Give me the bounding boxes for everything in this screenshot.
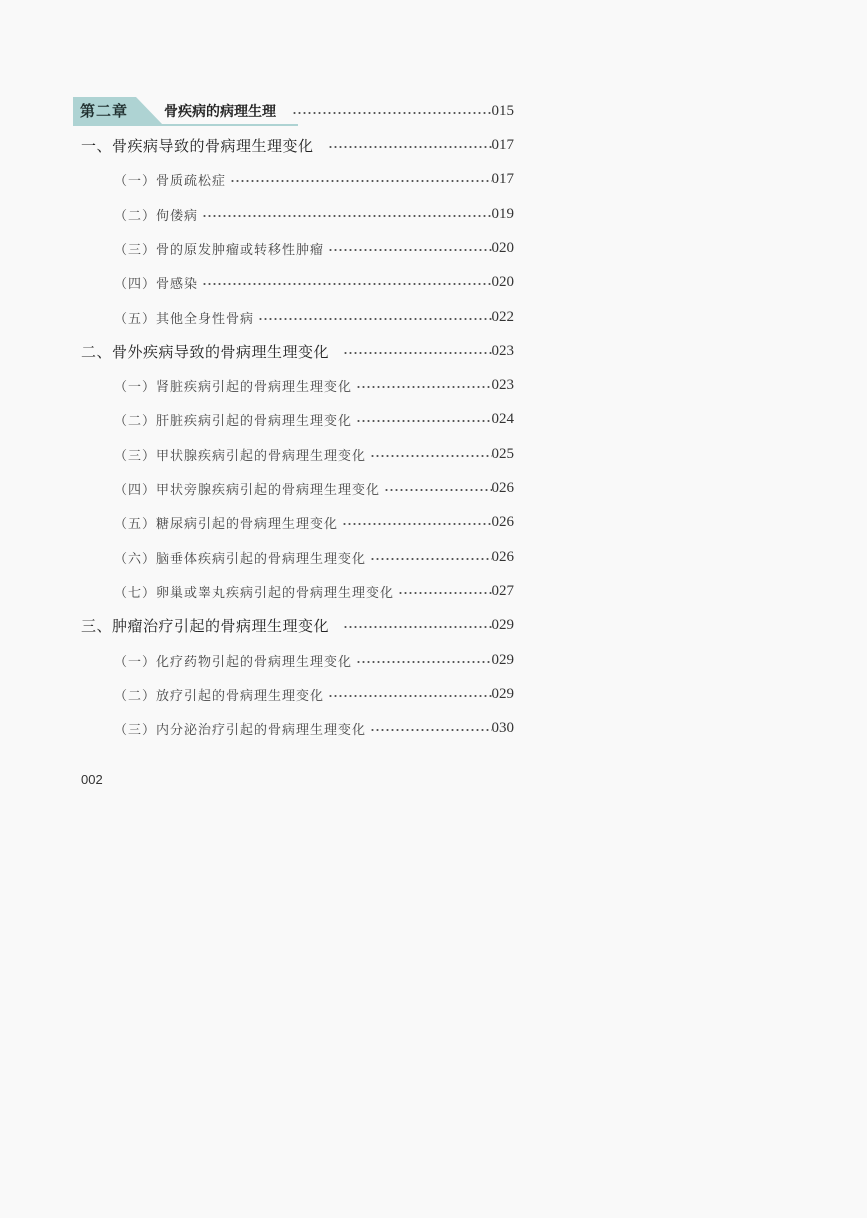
entry-page-number: 020 [491,273,514,290]
entry-page-number: 022 [491,308,514,325]
toc-subsection-entry[interactable] [114,407,514,431]
dot-leader [398,592,491,594]
toc-subsection-entry[interactable] [114,270,514,294]
entry-page-number: 030 [491,719,514,736]
chapter-page-number: 015 [491,102,514,119]
entry-page-number: 029 [491,685,514,702]
dot-leader [328,695,491,697]
dot-leader [356,386,491,388]
entry-title: 一、骨疾病导致的骨病理生理变化 [81,136,314,155]
entry-page-number: 029 [491,616,514,633]
dot-leader [292,112,492,114]
chapter-number: 第二章 [80,102,129,120]
toc-section-entry[interactable] [81,133,514,157]
entry-page-number: 029 [491,651,514,668]
toc-subsection-entry[interactable] [114,202,514,226]
toc-section-entry[interactable] [81,613,514,637]
toc-subsection-entry[interactable] [114,167,514,191]
entry-page-number: 019 [491,205,514,222]
entry-title: （六）脑垂体疾病引起的骨病理生理变化 [114,551,367,567]
entry-title: （一）骨质疏松症 [114,173,227,189]
toc-subsection-entry[interactable] [114,682,514,706]
dot-leader [328,249,491,251]
entry-title: （五）糖尿病引起的骨病理生理变化 [114,516,339,532]
entry-page-number: 024 [491,410,514,427]
chapter-underline [73,124,298,126]
entry-title: （三）内分泌治疗引起的骨病理生理变化 [114,722,367,738]
dot-leader [230,180,491,182]
dot-leader [258,318,491,320]
toc-subsection-entry[interactable] [114,510,514,534]
dot-leader [343,626,491,628]
toc-subsection-entry[interactable] [114,476,514,500]
entry-page-number: 023 [491,342,514,359]
entry-title: （一）化疗药物引起的骨病理生理变化 [114,654,353,670]
page-number: 002 [81,772,103,787]
dot-leader [370,455,491,457]
dot-leader [202,283,491,285]
entry-title: （三）甲状腺疾病引起的骨病理生理变化 [114,448,367,464]
entry-title: 三、肿瘤治疗引起的骨病理生理变化 [81,616,330,635]
toc-subsection-entry[interactable] [114,305,514,329]
entry-title: （七）卵巢或睾丸疾病引起的骨病理生理变化 [114,585,395,601]
entry-title: （三）骨的原发肿瘤或转移性肿瘤 [114,242,325,258]
entry-title: （四）甲状旁腺疾病引起的骨病理生理变化 [114,482,381,498]
dot-leader [202,215,491,217]
dot-leader [384,489,491,491]
toc-subsection-entry[interactable] [114,648,514,672]
toc-subsection-entry[interactable] [114,236,514,260]
entry-page-number: 025 [491,445,514,462]
entry-title: （四）骨感染 [114,276,199,292]
entry-title: （二）放疗引起的骨病理生理变化 [114,688,325,704]
entry-title: （二）肝脏疾病引起的骨病理生理变化 [114,413,353,429]
entry-page-number: 027 [491,582,514,599]
entry-title: 二、骨外疾病导致的骨病理生理变化 [81,342,330,361]
entry-page-number: 020 [491,239,514,256]
chapter-title: 骨疾病的病理生理 [164,104,276,120]
toc-subsection-entry[interactable] [114,373,514,397]
dot-leader [343,352,491,354]
entry-title: （五）其他全身性骨病 [114,311,255,327]
entry-page-number: 017 [491,136,514,153]
entry-page-number: 023 [491,376,514,393]
toc-section-entry[interactable] [81,339,514,363]
dot-leader [356,661,491,663]
dot-leader [342,523,491,525]
toc-chapter-entry[interactable] [164,99,514,123]
dot-leader [370,729,491,731]
dot-leader [370,558,491,560]
entry-page-number: 026 [491,479,514,496]
dot-leader [356,420,491,422]
entry-page-number: 026 [491,513,514,530]
toc-subsection-entry[interactable] [114,716,514,740]
dot-leader [328,146,492,148]
toc-subsection-entry[interactable] [114,545,514,569]
toc-subsection-entry[interactable] [114,442,514,466]
entry-title: （一）肾脏疾病引起的骨病理生理变化 [114,379,353,395]
toc-subsection-entry[interactable] [114,579,514,603]
entry-title: （二）佝偻病 [114,208,199,224]
entry-page-number: 017 [491,170,514,187]
entry-page-number: 026 [491,548,514,565]
